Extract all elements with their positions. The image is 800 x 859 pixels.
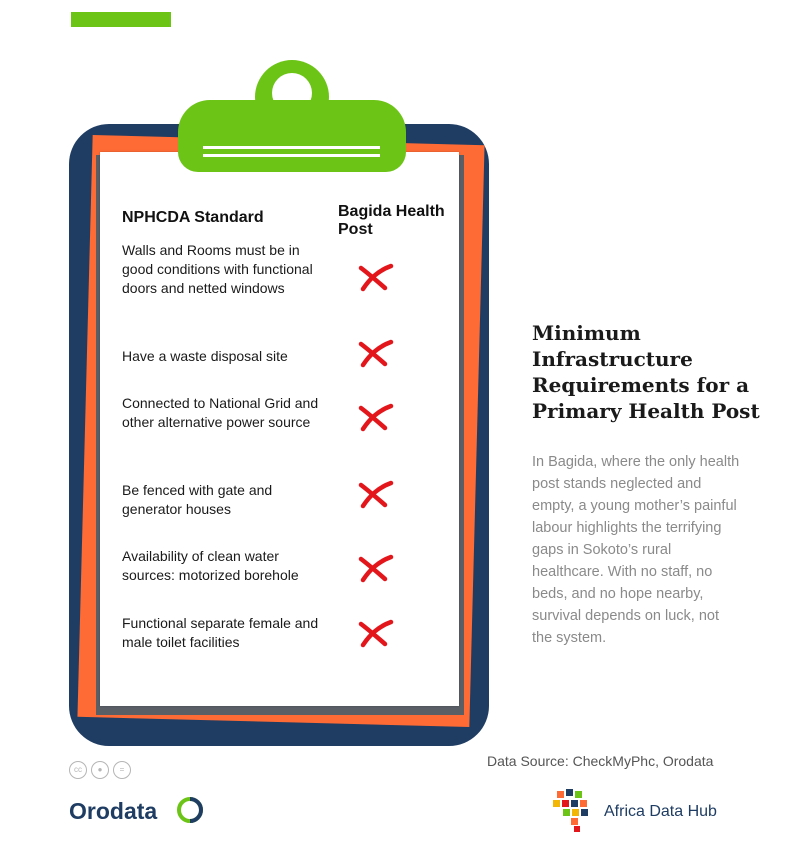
red-x-icon — [355, 618, 395, 648]
requirement-item: Walls and Rooms must be in good conditions with functional doors and netted windows — [122, 242, 313, 296]
red-x-icon — [355, 262, 395, 292]
cc-icon: cc — [69, 761, 87, 779]
clip-stripe — [203, 146, 380, 149]
orodata-wordmark: Orodata — [69, 798, 158, 824]
clip-stripe — [203, 154, 380, 157]
attribution-icon: ● — [91, 761, 109, 779]
no-derivatives-icon: = — [113, 761, 131, 779]
requirement-item: Availability of clean water sources: motorized borehole — [122, 548, 299, 583]
red-x-icon — [355, 553, 395, 583]
side-title: Minimum Infrastructure Requirements for a Primary Health Post — [532, 321, 760, 423]
requirement-item: Functional separate female and male toilet facilities — [122, 615, 319, 650]
orodata-logo-icon — [175, 795, 205, 825]
requirement-item: Have a waste disposal site — [122, 348, 288, 364]
clipboard-clip — [178, 100, 406, 172]
red-x-icon — [355, 479, 395, 509]
data-source: Data Source: CheckMyPhc, Orodata — [487, 753, 714, 769]
africa-data-hub-logo-icon — [551, 787, 597, 833]
column-header-standard: NPHCDA Standard — [122, 209, 264, 226]
requirement-item: Be fenced with gate and generator houses — [122, 482, 273, 517]
side-description: In Bagida, where the only health post stands neglected and empty, a young mother’s painful labour highlights the terrifying gaps in Sokoto’s rural healthcare. With no staff, no beds, and no hope nearby, survival depends on luck, not the system. — [532, 454, 740, 646]
africa-data-hub-wordmark: Africa Data Hub — [604, 803, 717, 820]
red-x-icon — [355, 338, 395, 368]
top-accent-bar — [71, 12, 171, 27]
column-header-health-post: Bagida Health Post — [338, 203, 445, 238]
requirement-item: Connected to National Grid and other alternative power source — [122, 395, 319, 430]
license-icons — [69, 761, 131, 779]
red-x-icon — [355, 402, 395, 432]
